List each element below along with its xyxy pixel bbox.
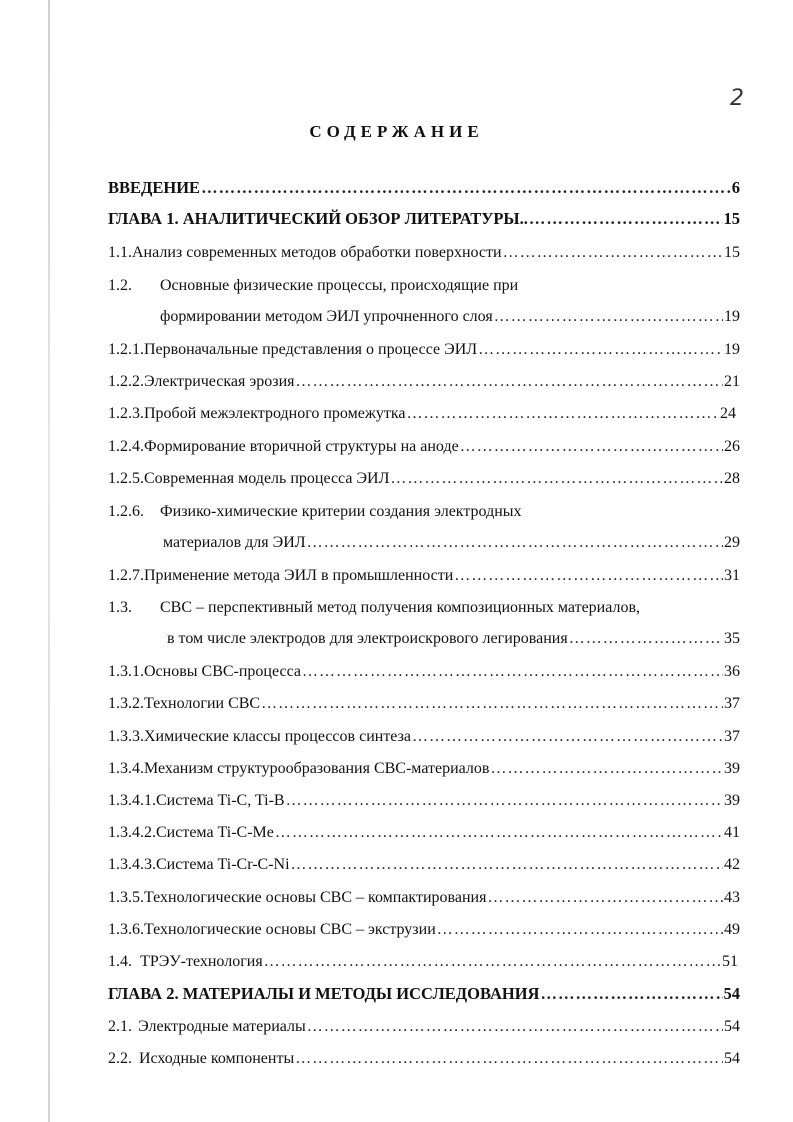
toc-entry-page: 19 bbox=[724, 308, 740, 325]
dot-leader bbox=[437, 919, 723, 941]
dot-leader bbox=[275, 822, 723, 844]
toc-entry bbox=[108, 275, 740, 297]
toc-entry-text: Применение метода ЭИЛ в промышленности bbox=[144, 567, 454, 584]
toc-entry bbox=[108, 758, 740, 780]
toc-entry-chapter-1 bbox=[108, 208, 740, 230]
toc-entry-text: СВС – перспективный метод получения композиционных материалов, bbox=[160, 599, 641, 616]
toc-entry-page: 31 bbox=[724, 567, 740, 584]
toc-entry-number: 1.3.2. bbox=[108, 695, 144, 712]
toc-entry-text: в том числе электродов для электроискрового легирования bbox=[167, 630, 568, 647]
dot-leader bbox=[487, 887, 723, 909]
dot-leader bbox=[490, 758, 723, 780]
toc-entry-number: 1.3.3. bbox=[108, 728, 144, 745]
toc-entry-page: 43 bbox=[724, 889, 740, 906]
toc-entry-page: 41 bbox=[724, 824, 740, 841]
toc-entry-text: Исходные компоненты bbox=[138, 1050, 295, 1067]
dot-leader bbox=[296, 371, 724, 393]
toc-entry-page: 42 bbox=[724, 856, 740, 873]
toc-entry-page: 54 bbox=[724, 1018, 740, 1035]
dot-leader bbox=[569, 628, 723, 650]
toc-entry-number: 1.2. bbox=[108, 277, 132, 294]
dot-leader bbox=[460, 436, 723, 458]
dot-leader bbox=[390, 468, 723, 490]
toc-entry-number: 1.1. bbox=[108, 244, 132, 261]
toc-entry bbox=[108, 1016, 740, 1038]
toc-entry-text: формировании методом ЭИЛ упрочненного слоя bbox=[160, 308, 493, 325]
dot-leader bbox=[261, 693, 723, 715]
toc-entry-page: 39 bbox=[724, 760, 740, 777]
toc-entry-text: Электрическая эрозия bbox=[144, 373, 295, 390]
toc-entry-text: Современная модель процесса ЭИЛ bbox=[144, 470, 390, 487]
toc-entry bbox=[108, 436, 740, 458]
toc-entry-introduction bbox=[108, 177, 740, 199]
dot-leader bbox=[540, 983, 722, 1005]
dot-leader bbox=[412, 726, 723, 748]
toc-entry-page: 28 bbox=[724, 470, 740, 487]
toc-entry-page: 29 bbox=[724, 534, 740, 551]
toc-entry-page: 35 bbox=[724, 630, 740, 647]
toc-entry-page: 36 bbox=[724, 663, 740, 680]
toc-entry bbox=[108, 854, 740, 876]
toc-entry-number: 1.2.7. bbox=[108, 567, 144, 584]
toc-entry-text: Технологии СВС bbox=[144, 695, 261, 712]
toc-entry bbox=[108, 887, 740, 909]
toc-entry bbox=[108, 565, 740, 587]
dot-leader bbox=[302, 661, 723, 683]
dot-leader bbox=[286, 790, 723, 812]
toc-entry-continuation bbox=[163, 532, 740, 554]
toc-entry-continuation bbox=[160, 306, 740, 328]
page-number: 2 bbox=[730, 86, 744, 111]
toc-entry-number: 1.3.4.3. bbox=[108, 856, 156, 873]
toc-entry-page: 26 bbox=[724, 438, 740, 455]
toc-entry bbox=[108, 468, 740, 490]
toc-entry-text: Физико-химические критерии создания электродных bbox=[160, 503, 522, 520]
toc-entry-number: 1.4. bbox=[108, 953, 132, 970]
toc-entry-number: 1.3. bbox=[108, 599, 132, 616]
dot-leader bbox=[201, 177, 731, 199]
toc-entry-number: 1.3.6. bbox=[108, 921, 144, 938]
toc-entry bbox=[108, 919, 740, 941]
toc-entry-number: 1.2.5. bbox=[108, 470, 144, 487]
toc-entry-page: 39 bbox=[724, 792, 740, 809]
toc-entry-text: Механизм структурообразования СВС-материалов bbox=[144, 760, 490, 777]
toc-entry-page: 24 bbox=[720, 405, 736, 422]
dot-leader bbox=[454, 565, 723, 587]
toc-entry-page: 21 bbox=[724, 373, 740, 390]
toc-entry-number: 1.2.4. bbox=[108, 438, 144, 455]
toc-entry bbox=[108, 951, 738, 973]
toc-entry-number: 1.3.4.1. bbox=[108, 792, 156, 809]
toc-entry-text: Основные физические процессы, происходящие при bbox=[160, 277, 519, 294]
dot-leader bbox=[307, 1016, 723, 1038]
toc-entry bbox=[108, 242, 740, 264]
toc-entry-text: ГЛАВА 1. АНАЛИТИЧЕСКИЙ ОБЗОР ЛИТЕРАТУРЫ.. bbox=[108, 209, 528, 228]
toc-entry-page: 15 bbox=[724, 244, 740, 261]
toc-entry-number: 1.2.2. bbox=[108, 373, 144, 390]
toc-entry-page: 6 bbox=[731, 178, 740, 197]
toc-entry-text: ТРЭУ-технология bbox=[140, 953, 263, 970]
toc-entry-page: 19 bbox=[724, 341, 740, 358]
toc-entry-page: 37 bbox=[724, 695, 740, 712]
toc-entry bbox=[108, 501, 740, 523]
toc-entry-page: 54 bbox=[724, 1050, 740, 1067]
page-title: СОДЕРЖАНИЕ bbox=[309, 122, 484, 141]
toc-entry-page: 15 bbox=[723, 209, 740, 228]
dot-leader bbox=[295, 1048, 723, 1070]
toc-entry bbox=[108, 726, 740, 748]
toc-entry-text: Первоначальные представления о процессе ЭИЛ bbox=[144, 341, 478, 358]
toc-entry bbox=[108, 693, 740, 715]
toc-entry bbox=[108, 371, 740, 393]
toc-entry-number: 1.2.6. bbox=[108, 503, 144, 520]
toc-entry-page: 37 bbox=[724, 728, 740, 745]
toc-entry-text: Основы СВС-процесса bbox=[144, 663, 301, 680]
toc-entry-number: 1.3.5. bbox=[108, 889, 144, 906]
toc-entry-text: ГЛАВА 2. МАТЕРИАЛЫ И МЕТОДЫ ИССЛЕДОВАНИЯ bbox=[108, 984, 540, 1003]
toc-entry bbox=[108, 339, 740, 361]
toc-entry bbox=[108, 822, 740, 844]
dot-leader bbox=[307, 532, 723, 554]
dot-leader bbox=[407, 403, 719, 425]
toc-entry-text: материалов для ЭИЛ bbox=[163, 534, 306, 551]
toc-entry-text: Технологические основы СВС – экструзии bbox=[144, 921, 436, 938]
toc-entry-number: 2.2. bbox=[108, 1050, 132, 1067]
toc-entry bbox=[108, 661, 740, 683]
toc-entry-page: 51 bbox=[722, 953, 738, 970]
toc-entry-continuation bbox=[167, 628, 740, 650]
dot-leader bbox=[478, 339, 723, 361]
toc-entry-text: Система Ti-C-Me bbox=[156, 824, 274, 841]
toc-entry-text: Химические классы процессов синтеза bbox=[144, 728, 412, 745]
toc-entry-page: 49 bbox=[724, 921, 740, 938]
toc-entry-chapter-2 bbox=[108, 983, 740, 1005]
toc-entry-text: Анализ современных методов обработки поверхности bbox=[132, 244, 502, 261]
toc-entry-text: ВВЕДЕНИЕ bbox=[108, 178, 201, 197]
toc-entry-text: Электродные материалы bbox=[138, 1018, 306, 1035]
toc-entry-page: 54 bbox=[723, 984, 740, 1003]
toc-entry-text: Технологические основы СВС – компактирования bbox=[144, 889, 487, 906]
toc-entry bbox=[108, 790, 740, 812]
toc-entry-text: Система Ti-Cr-C-Ni bbox=[156, 856, 290, 873]
dot-leader bbox=[529, 208, 723, 230]
dot-leader bbox=[494, 306, 723, 328]
toc-entry-number: 1.3.4. bbox=[108, 760, 144, 777]
toc-entry-number: 1.2.1. bbox=[108, 341, 144, 358]
dot-leader bbox=[291, 854, 723, 876]
toc-entry-text: Формирование вторичной структуры на аноде bbox=[144, 438, 459, 455]
toc-entry-text: Пробой межэлектродного промежутка bbox=[144, 405, 406, 422]
toc-entry bbox=[108, 403, 736, 425]
toc-entry bbox=[108, 1048, 740, 1070]
dot-leader bbox=[264, 951, 721, 973]
toc-entry bbox=[108, 597, 740, 619]
toc-entry-text: Система Ti-C, Ti-B bbox=[156, 792, 285, 809]
toc-entry-number: 1.3.4.2. bbox=[108, 824, 156, 841]
toc-entry-number: 1.2.3. bbox=[108, 405, 144, 422]
toc-entry-number: 1.3.1. bbox=[108, 663, 144, 680]
dot-leader bbox=[503, 242, 723, 264]
toc-entry-number: 2.1. bbox=[108, 1018, 132, 1035]
